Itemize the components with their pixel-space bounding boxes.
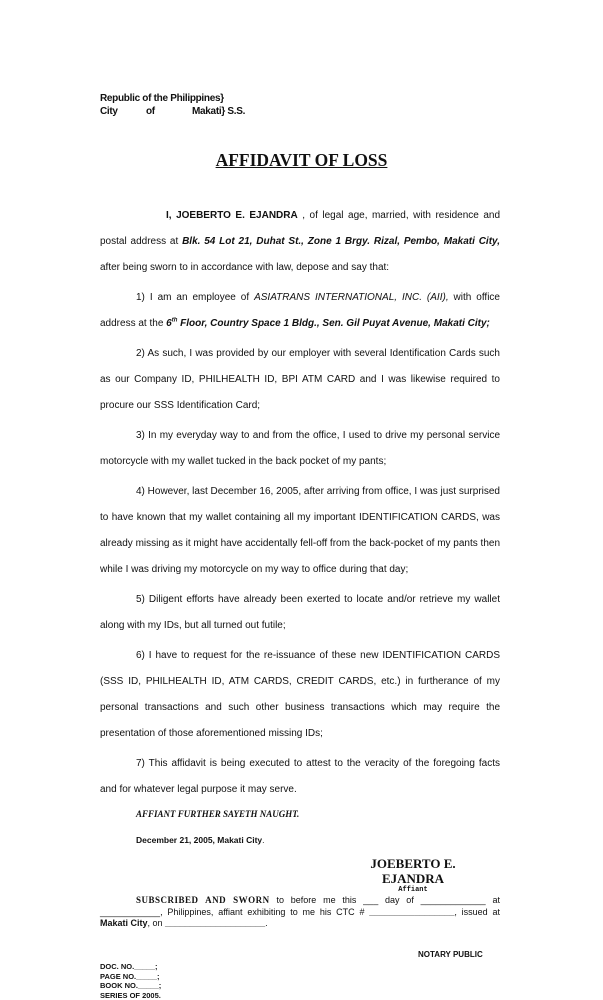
page-no: PAGE NO._____; — [100, 972, 161, 982]
notarial-register — [100, 962, 161, 1000]
venue-republic: Republic of the Philippines} — [100, 92, 245, 105]
office-address — [166, 318, 490, 329]
signature-block — [348, 856, 478, 895]
text: 1) I am an employee of — [136, 292, 254, 303]
paragraph-6: 6) I have to request for the re-issuance of these new IDENTIFICATION CARDS (SSS ID, PHILHEALTH ID, ATM CARDS, CREDIT CARDS, etc.) in furtherance of my personal transactions and such other business transactions which may require the presentation of those aforementioned missing IDs; — [100, 643, 500, 747]
address: Blk. 54 Lot 21, Duhat St., Zone 1 Brgy. Rizal, Pembo, Makati City, — [182, 236, 500, 247]
paragraph-3: 3) In my everyday way to and from the office, I used to drive my personal service motorcycle with my wallet tucked in the back pocket of my pants; — [100, 423, 500, 475]
text: th — [172, 318, 178, 324]
text: . — [262, 835, 264, 845]
notary-public-label: NOTARY PUBLIC — [418, 950, 483, 959]
text: Floor, Country Space 1 Bldg., Sen. Gil Puyat Avenue, Makati City; — [177, 318, 489, 329]
text: . — [265, 918, 268, 928]
jurat — [100, 895, 500, 930]
issued-place: Makati City — [100, 918, 148, 928]
ctc-blank: _________________ — [369, 907, 454, 917]
text: after being sworn to in accordance with law, depose and say that: — [100, 262, 389, 273]
doc-no: DOC. NO._____; — [100, 962, 161, 972]
paragraph-5: 5) Diligent efforts have already been exerted to locate and/or retrieve my wallet along with my IDs, but all turned out futile; — [100, 587, 500, 639]
paragraph-intro — [100, 203, 500, 281]
text: with office address at the — [100, 292, 500, 329]
paragraph-2: 2) As such, I was provided by our employer with several Identification Cards such as our Company ID, PHILHEALTH ID, BPI ATM CARD and I was likewise required to procure our SSS Identification Card; — [100, 341, 500, 419]
paragraph-7: 7) This affidavit is being executed to attest to the veracity of the foregoing facts and for whatever legal purpose it may serve. — [100, 751, 500, 803]
affidavit-body — [100, 203, 500, 807]
document-title: AFFIDAVIT OF LOSS — [0, 150, 603, 171]
venue-city: City of Makati} S.S. — [100, 105, 245, 118]
sworn-label: SUBSCRIBED AND SWORN — [136, 895, 270, 905]
paragraph-4: 4) However, last December 16, 2005, after arriving from office, I was just surprised to have known that my wallet containing all my important IDENTIFICATION CARDS, was already missing as it might have accidentally fell-off from the back-pocket of my pants then while I was driving my motorcycle on my way to office during that day; — [100, 479, 500, 583]
text: to before me this ___ day of _____________ at ____________, Philippines, affiant exhibiting to me his CTC # — [100, 895, 500, 917]
date-blank: ____________________ — [165, 918, 265, 928]
affiant-name: I, JOEBERTO E. EJANDRA — [166, 210, 298, 221]
series: SERIES OF 2005. — [100, 991, 161, 1000]
date-text: December 21, 2005, Makati City — [136, 835, 262, 845]
paragraph-1 — [100, 285, 500, 337]
text: , on — [148, 918, 166, 928]
employer: ASIATRANS INTERNATIONAL, INC. (AII), — [254, 292, 449, 303]
signatory-name: JOEBERTO E. EJANDRA — [348, 856, 478, 886]
execution-date — [136, 835, 265, 845]
signatory-role: Affiant — [348, 886, 478, 895]
text: 6 — [166, 318, 172, 329]
text: , of legal age, married, with residence and postal address at — [100, 210, 500, 247]
venue-header — [100, 92, 245, 118]
book-no: BOOK NO._____; — [100, 981, 161, 991]
text: , issued at — [454, 907, 500, 917]
closing-statement: AFFIANT FURTHER SAYETH NAUGHT. — [136, 809, 299, 819]
